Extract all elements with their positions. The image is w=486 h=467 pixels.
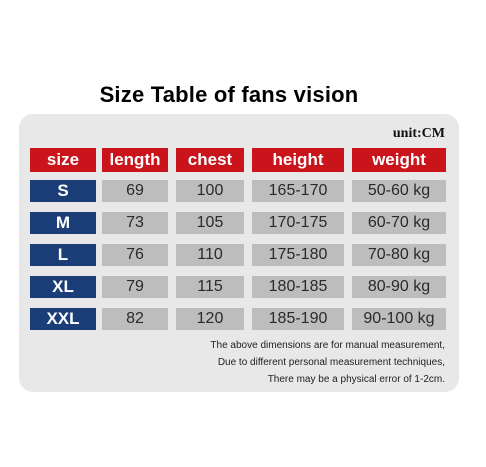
weight-cell: 70-80 kg [352,244,446,266]
size-cell: M [30,212,96,234]
chest-cell: 110 [176,244,244,266]
chest-cell: 120 [176,308,244,330]
page-title: Size Table of fans vision [99,82,359,107]
measurement-note: There may be a physical error of 1-2cm. [267,374,445,385]
height-cell: 180-185 [252,276,344,298]
length-cell: 73 [102,212,168,234]
weight-cell: 80-90 kg [352,276,446,298]
header-chest: chest [176,148,244,172]
length-cell: 79 [102,276,168,298]
measurement-note: The above dimensions are for manual measurement, [210,340,445,351]
size-cell: XL [30,276,96,298]
height-cell: 175-180 [252,244,344,266]
length-cell: 82 [102,308,168,330]
height-cell: 185-190 [252,308,344,330]
weight-cell: 60-70 kg [352,212,446,234]
measurement-note: Due to different personal measurement techniques, [217,357,445,368]
header-weight: weight [352,148,446,172]
weight-cell: 50-60 kg [352,180,446,202]
header-length: length [102,148,168,172]
height-cell: 165-170 [252,180,344,202]
chest-cell: 105 [176,212,244,234]
unit-label: unit:CM [392,126,445,141]
length-cell: 69 [102,180,168,202]
size-table-panel [19,114,459,392]
height-cell: 170-175 [252,212,344,234]
length-cell: 76 [102,244,168,266]
header-size: size [30,148,96,172]
header-height: height [252,148,344,172]
chest-cell: 115 [176,276,244,298]
weight-cell: 90-100 kg [352,308,446,330]
size-cell: XXL [30,308,96,330]
size-cell: S [30,180,96,202]
chest-cell: 100 [176,180,244,202]
size-cell: L [30,244,96,266]
